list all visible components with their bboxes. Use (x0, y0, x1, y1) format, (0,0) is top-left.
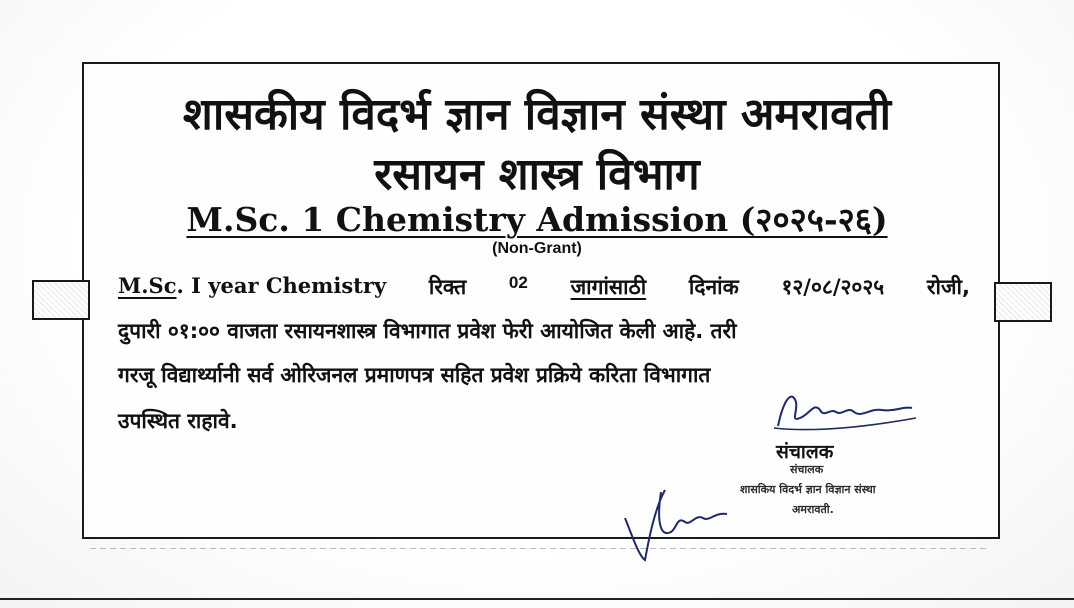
institute-title: शासकीय विदर्भ ज्ञान विज्ञान संस्था अमरावती (182, 89, 892, 140)
right-binding-tab (994, 282, 1052, 322)
date-label: दिनांक (688, 275, 739, 299)
grant-subtitle: (Non-Grant) (492, 240, 582, 257)
notice-body-line-1 (118, 273, 970, 301)
department-title: रसायन शास्त्र विभाग (374, 149, 700, 200)
date-suffix: रोजी, (926, 275, 970, 299)
course-year: . I year Chemistry (176, 273, 387, 298)
left-binding-tab (32, 280, 90, 320)
admission-date: १२/०८/२०२५ (781, 275, 885, 299)
seat-count: 02 (508, 273, 528, 292)
director-signature (770, 388, 920, 438)
notice-body-line-3: गरजू विद्यार्थ्यानी सर्व ओरिजनल प्रमाणपत्र सहित प्रवेश प्रक्रिये करिता विभागात (118, 363, 711, 387)
stamp-institute: शासकिय विदर्भ ज्ञान विज्ञान संस्था (740, 483, 876, 496)
notice-body-line-2: दुपारी ०१:०० वाजता रसायनशास्त्र विभागात प्रवेश फेरी आयोजित केली आहे. तरी (118, 319, 737, 343)
countersign-signature (615, 478, 735, 568)
seats-word: जागांसाठी (570, 275, 647, 299)
course-abbrev: M.Sc (118, 273, 177, 298)
scan-artifact-rule (90, 548, 990, 549)
signatory-title: संचालक (776, 441, 834, 463)
vacancy-label: रिक्त (428, 275, 467, 299)
stamp-city: अमरावती. (792, 503, 834, 516)
admission-title: M.Sc. 1 Chemistry Admission (२०२५-२६) (186, 200, 888, 239)
stamp-designation: संचालक (790, 463, 824, 476)
course-phrase (118, 273, 386, 301)
scan-bottom-edge (0, 598, 1074, 600)
notice-body-line-4: उपस्थित राहावे. (118, 409, 238, 433)
